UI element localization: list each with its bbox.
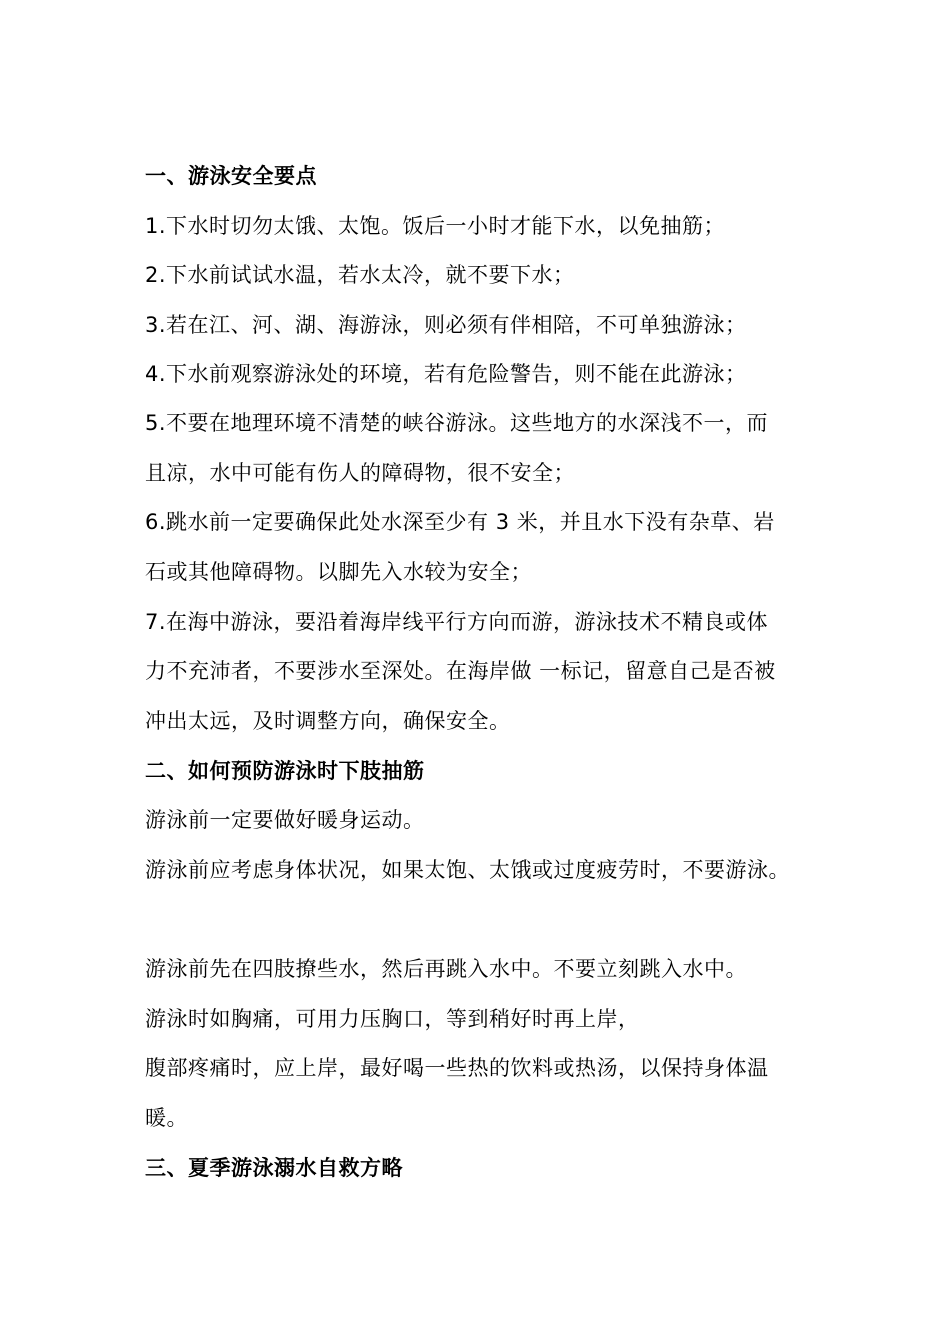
paragraph-line: 游泳前先在四肢撩些水，然后再跳入水中。不要立刻跳入水中。 (145, 957, 747, 981)
paragraph-line: 3.若在江、河、湖、海游泳，则必须有伴相陪，不可单独游泳； (145, 313, 747, 337)
paragraph-line: 游泳前一定要做好暖身运动。 (145, 808, 425, 832)
paragraph-line: 腹部疼痛时，应上岸，最好喝一些热的饮料或热汤，以保持身体温 (145, 1056, 769, 1080)
paragraph-line: 游泳时如胸痛，可用力压胸口，等到稍好时再上岸， (145, 1007, 640, 1031)
section-heading-cramp-prevention: 二、如何预防游泳时下肢抽筋 (145, 759, 425, 783)
paragraph-line: 且凉，水中可能有伤人的障碍物，很不安全； (145, 461, 575, 485)
paragraph-line: 石或其他障碍物。以脚先入水较为安全； (145, 560, 532, 584)
section-heading-drowning-self-rescue: 三、夏季游泳溺水自救方略 (145, 1156, 403, 1180)
paragraph-line: 暖。 (145, 1106, 188, 1130)
paragraph-line: 6.跳水前一定要确保此处水深至少有 3 米，并且水下没有杂草、岩 (145, 510, 775, 534)
paragraph-line: 冲出太远，及时调整方向，确保安全。 (145, 709, 511, 733)
paragraph-line: 力不充沛者，不要涉水至深处。在海岸做 一标记，留意自己是否被 (145, 659, 776, 683)
paragraph-line: 1.下水时切勿太饿、太饱。饭后一小时才能下水，以免抽筋； (145, 214, 726, 238)
paragraph-line: 游泳前应考虑身体状况，如果太饱、太饿或过度疲劳时，不要游泳。 (145, 858, 790, 882)
paragraph-line: 4.下水前观察游泳处的环境，若有危险警告，则不能在此游泳； (145, 362, 747, 386)
paragraph-line: 2.下水前试试水温，若水太冷，就不要下水； (145, 263, 575, 287)
paragraph-line: 5.不要在地理环境不清楚的峡谷游泳。这些地方的水深浅不一，而 (145, 411, 769, 435)
paragraph-line: 7.在海中游泳，要沿着海岸线平行方向而游，游泳技术不精良或体 (145, 610, 769, 634)
section-heading-swimming-safety: 一、游泳安全要点 (145, 164, 317, 188)
